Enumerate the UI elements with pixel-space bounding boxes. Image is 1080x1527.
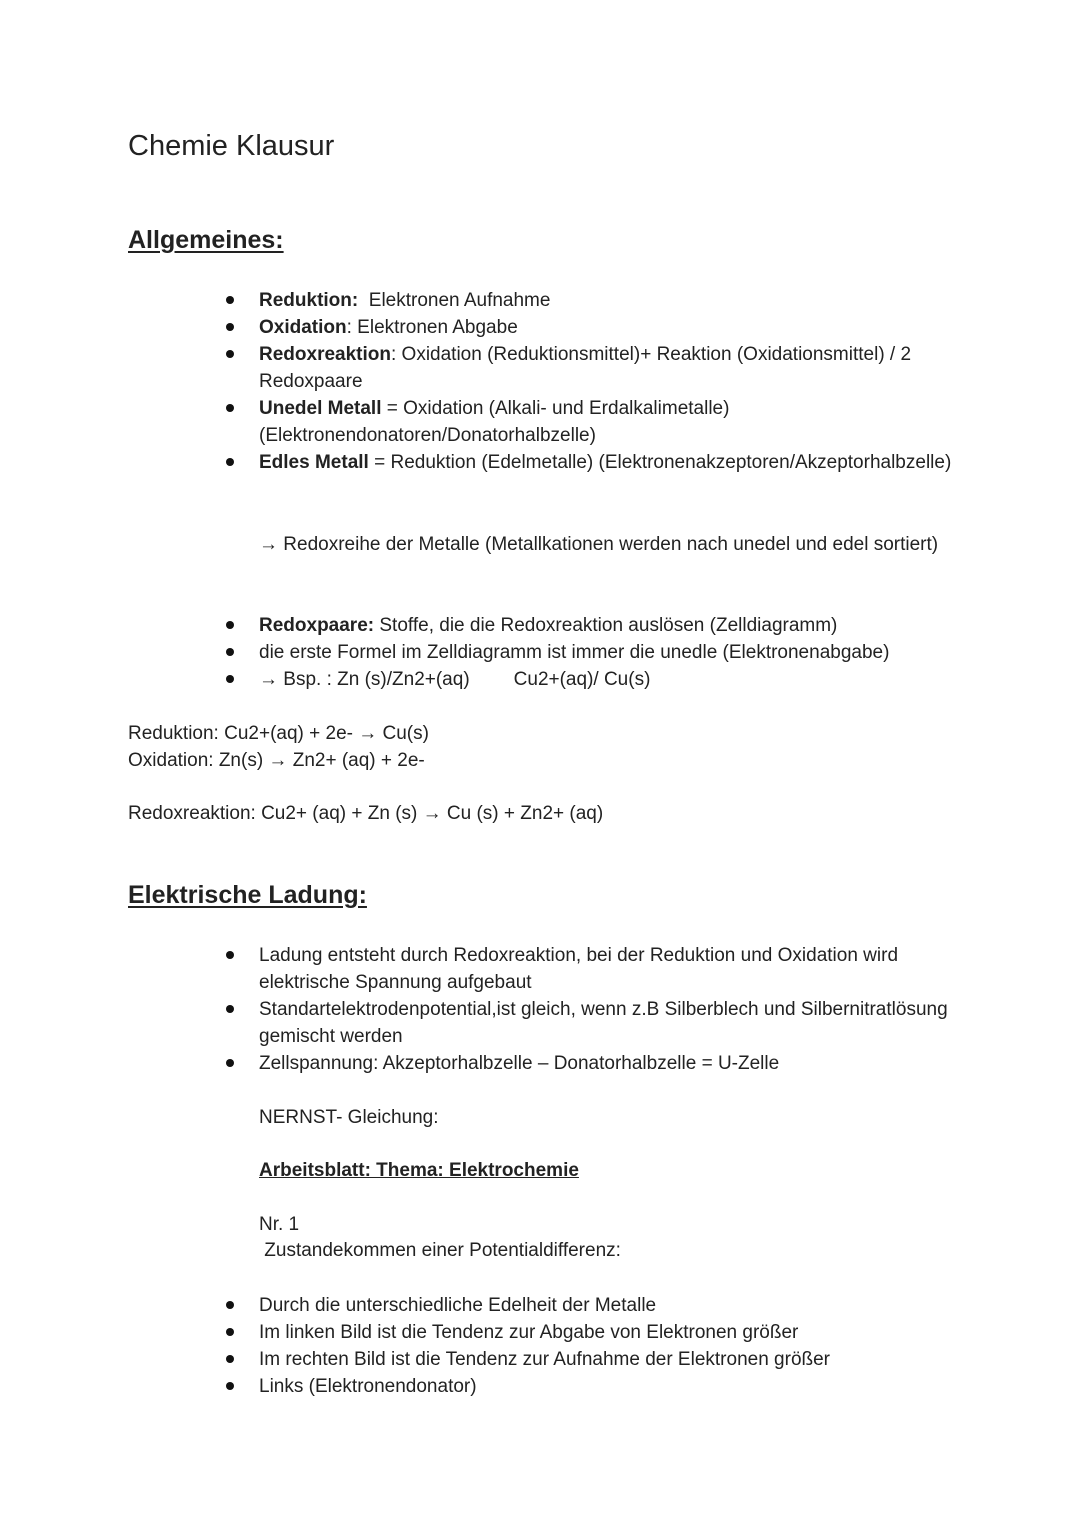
nr-label: Nr. 1: [259, 1214, 300, 1235]
definition-text: = Reduktion (Edelmetalle) (Elektronenakzeptoren/Akzeptorhalbzelle): [368, 452, 952, 473]
nernst-label: NERNST- Gleichung:: [259, 1107, 439, 1128]
ladung-list: [259, 942, 959, 1077]
list-item: Durch die unterschiedliche Edelheit der Metalle: [259, 1292, 959, 1319]
definition-text: = Oxidation (Alkali- und Erdalkalimetalle) (Elektronendonatoren/Donatorhalbzelle): [259, 398, 730, 446]
list-item: Zellspannung: Akzeptorhalbzelle – Donatorhalbzelle = U-Zelle: [259, 1050, 959, 1077]
list-item: [259, 314, 959, 341]
term-oxidation: Oxidation: [259, 317, 347, 338]
list-item: [259, 395, 959, 449]
document-title: Chemie Klausur: [128, 130, 335, 162]
potentialdifferenz-list: [259, 1292, 959, 1400]
definition-text: Stoffe, die die Redoxreaktion auslösen (Zelldiagramm): [374, 615, 838, 636]
list-item: [259, 341, 959, 395]
list-item: Im rechten Bild ist die Tendenz zur Aufnahme der Elektronen größer: [259, 1346, 959, 1373]
list-item: [259, 287, 959, 314]
section-heading-elektrische-ladung: Elektrische Ladung:: [128, 881, 367, 909]
term-redoxreaktion: Redoxreaktion: [259, 344, 391, 365]
redoxreaktion-equation: Redoxreaktion: Cu2+ (aq) + Zn (s) → Cu (s) + Zn2+ (aq): [128, 803, 604, 824]
reduktion-equation: Reduktion: Cu2+(aq) + 2e- → Cu(s): [128, 723, 429, 744]
definition-text: : Elektronen Abgabe: [346, 317, 518, 338]
nr-subtitle: Zustandekommen einer Potentialdifferenz:: [259, 1240, 621, 1261]
redoxreihe-note: → Redoxreihe der Metalle (Metallkationen werden nach unedel und edel sortiert): [259, 534, 939, 555]
term-unedel-metall: Unedel Metall: [259, 398, 382, 419]
definition-text: : Oxidation (Reduktionsmittel)+ Reaktion (Oxidationsmittel) / 2 Redoxpaare: [259, 344, 912, 392]
arbeitsblatt-heading: Arbeitsblatt: Thema: Elektrochemie: [259, 1160, 579, 1181]
list-item: Standartelektrodenpotential,ist gleich, wenn z.B Silberblech und Silbernitratlösung gemischt werden: [259, 996, 959, 1050]
term-redoxpaare: Redoxpaare:: [259, 615, 375, 636]
list-item: [259, 612, 959, 639]
example-pair-2: Cu2+(aq)/ Cu(s): [513, 669, 651, 690]
section-heading-allgemeines: Allgemeines:: [128, 226, 284, 254]
list-item: Im linken Bild ist die Tendenz zur Abgabe von Elektronen größer: [259, 1319, 959, 1346]
list-item: [259, 639, 959, 666]
oxidation-equation: Oxidation: Zn(s) → Zn2+ (aq) + 2e-: [128, 750, 425, 771]
list-item: Links (Elektronendonator): [259, 1373, 959, 1400]
list-item: [259, 666, 959, 693]
term-reduktion: Reduktion:: [259, 290, 359, 311]
redoxpaare-list: [259, 612, 959, 693]
example-pair-1: → Bsp. : Zn (s)/Zn2+(aq): [259, 669, 470, 690]
list-item: [259, 449, 959, 476]
formel-text: die erste Formel im Zelldiagramm ist immer die unedle (Elektronenabgabe): [259, 642, 890, 663]
definition-text: Elektronen Aufnahme: [358, 290, 551, 311]
list-item: Ladung entsteht durch Redoxreaktion, bei der Reduktion und Oxidation wird elektrische Spannung aufgebaut: [259, 942, 959, 996]
definitions-list: [259, 287, 959, 476]
term-edles-metall: Edles Metall: [259, 452, 369, 473]
